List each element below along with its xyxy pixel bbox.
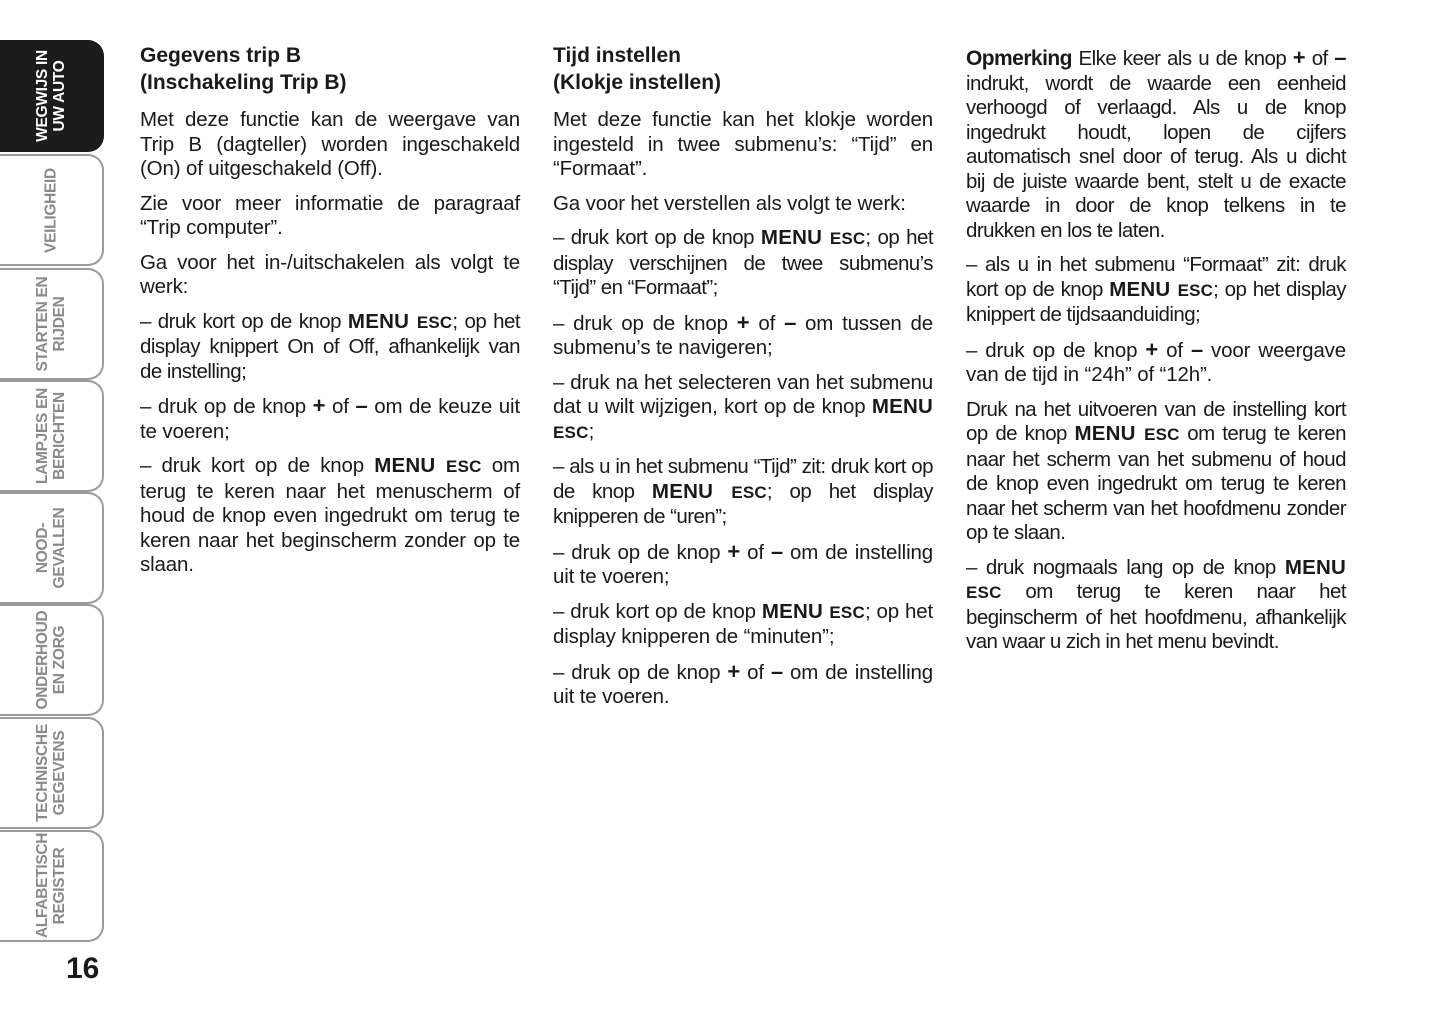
plus-key: + (727, 538, 741, 564)
tab-label: WEGWIJS IN UW AUTO (34, 50, 68, 142)
plus-key: + (727, 658, 741, 684)
paragraph: Met deze functie kan de weergave van Trip B (dagteller) worden ingeschakeld (On) of uitgeschakeld (Off). (140, 108, 520, 180)
instruction-step: – druk nogmaals lang op de knop MENU ESC om terug te keren naar het beginscherm of het hoofdmenu, afhankelijk van waar u zich in het menu bevindt. (966, 555, 1346, 653)
paragraph: Ga voor het in-/uitschakelen als volgt te werk: (140, 250, 520, 298)
menu-esc-key: MENU ESC (760, 226, 866, 249)
minus-key: – (770, 538, 784, 564)
instruction-step: – druk kort op de knop MENU ESC; op het display knipperen de “minuten”; (553, 599, 933, 648)
section-heading: Gegevens trip B (Inschakeling Trip B) (140, 44, 347, 94)
instruction-step: – als u in het submenu “Formaat” zit: druk kort op de knop MENU ESC; op het display knippert de tijdsaanduiding; (966, 253, 1346, 326)
tab-wegwijs[interactable] (0, 40, 104, 152)
menu-esc-key: MENU ESC (966, 555, 1346, 602)
instruction-step: – druk kort op de knop MENU ESC om terug te keren naar het menuscherm of houd de knop even ingedrukt om terug te keren naar het beginscherm zonder op te slaan. (140, 454, 520, 576)
minus-key: – (355, 393, 368, 418)
menu-esc-key: MENU ESC (761, 599, 865, 623)
instruction-step: – druk op de knop + of – om tussen de submenu’s te navigeren; (553, 309, 933, 359)
tab-veiligheid[interactable] (0, 154, 104, 266)
tab-label: VEILIGHEID (42, 167, 60, 253)
plus-key: + (736, 309, 750, 335)
menu-esc-key: MENU ESC (553, 395, 933, 442)
minus-key: – (770, 658, 784, 684)
paragraph: Met deze functie kan het klokje worden ingesteld in twee submenu’s: “Tijd” en “Formaat”. (553, 108, 933, 180)
tab-label: ONDERHOUD EN ZORG (34, 610, 68, 710)
minus-key: – (784, 309, 797, 335)
column-opmerking (966, 46, 1346, 665)
tab-lampjes-en-berichten[interactable] (0, 380, 104, 492)
instruction-step: – druk na het selecteren van het submenu dat u wilt wijzigen, kort op de knop MENU ESC; (553, 370, 933, 443)
paragraph: Ga voor het verstellen als volgt te werk: (553, 191, 906, 215)
menu-esc-key: MENU ESC (1109, 277, 1214, 301)
tab-alfabetisch-register[interactable] (0, 830, 104, 942)
paragraph: Druk na het uitvoeren van de instelling kort op de knop MENU ESC om terug te keren naar het scherm van het submenu of houd de knop even ingedrukt om terug te keren naar het scherm van het hoofdmenu zonder op te slaan. (966, 397, 1346, 544)
paragraph: Zie voor meer informatie de paragraaf “Trip computer”. (140, 191, 520, 239)
tab-noodgevallen[interactable] (0, 492, 104, 604)
note-lead: Opmerking (966, 47, 1072, 70)
instruction-step: – druk op de knop + of – om de instelling uit te voeren; (553, 538, 933, 588)
column-trip-b (140, 42, 520, 588)
instruction-step: – druk op de knop + of – om de instelling uit te voeren. (553, 658, 933, 708)
instruction-step: – druk kort op de knop MENU ESC; op het display knippert On of Off, afhankelijk van de instelling; (140, 309, 520, 383)
tab-label: STARTEN EN RIJDEN (34, 276, 68, 372)
menu-esc-key: MENU ESC (347, 309, 453, 333)
note-paragraph: Opmerking Elke keer als u de knop + of – indrukt, wordt de waarde een eenheid verhoogd of verlaagd. Als u de knop ingedrukt houdt, lopen de cijfers automatisch snel door of terug. Als u dicht bij de juiste waarde bent, stelt u de exacte waarde in door de knop telkens in te drukken en los te laten. (966, 45, 1346, 242)
section-heading: Tijd instellen (Klokje instellen) (553, 44, 722, 94)
plus-key: + (1292, 45, 1306, 70)
tab-starten-en-rijden[interactable] (0, 268, 104, 380)
minus-key: – (1190, 336, 1204, 362)
menu-esc-key: MENU ESC (1074, 422, 1180, 445)
instruction-step: – druk op de knop + of – voor weergave van de tijd in “24h” of “12h”. (966, 336, 1347, 386)
instruction-step: – druk kort op de knop MENU ESC; op het display verschijnen de twee submenu’s “Tijd” en “Formaat”; (553, 226, 933, 299)
tab-onderhoud-en-zorg[interactable] (0, 604, 104, 716)
minus-key: – (1334, 45, 1346, 70)
instruction-step: – als u in het submenu “Tijd” zit: druk kort op de knop MENU ESC; op het display knipperen de “uren”; (553, 455, 933, 528)
tab-label: LAMPJES EN BERICHTEN (34, 387, 68, 485)
plus-key: + (1145, 336, 1159, 362)
tab-label: ALFABETISCH REGISTER (34, 832, 68, 938)
menu-esc-key: MENU ESC (374, 454, 482, 477)
tab-label: NOOD- GEVALLEN (34, 507, 68, 589)
page-number: 16 (66, 952, 100, 985)
menu-esc-key: MENU ESC (651, 479, 767, 503)
plus-key: + (312, 393, 326, 418)
instruction-step: – druk op de knop + of – om de keuze uit te voeren; (140, 393, 520, 443)
tab-technische-gegevens[interactable] (0, 717, 104, 829)
column-tijd-instellen (553, 42, 933, 720)
tab-label: TECHNISCHE GEGEVENS (34, 724, 68, 822)
